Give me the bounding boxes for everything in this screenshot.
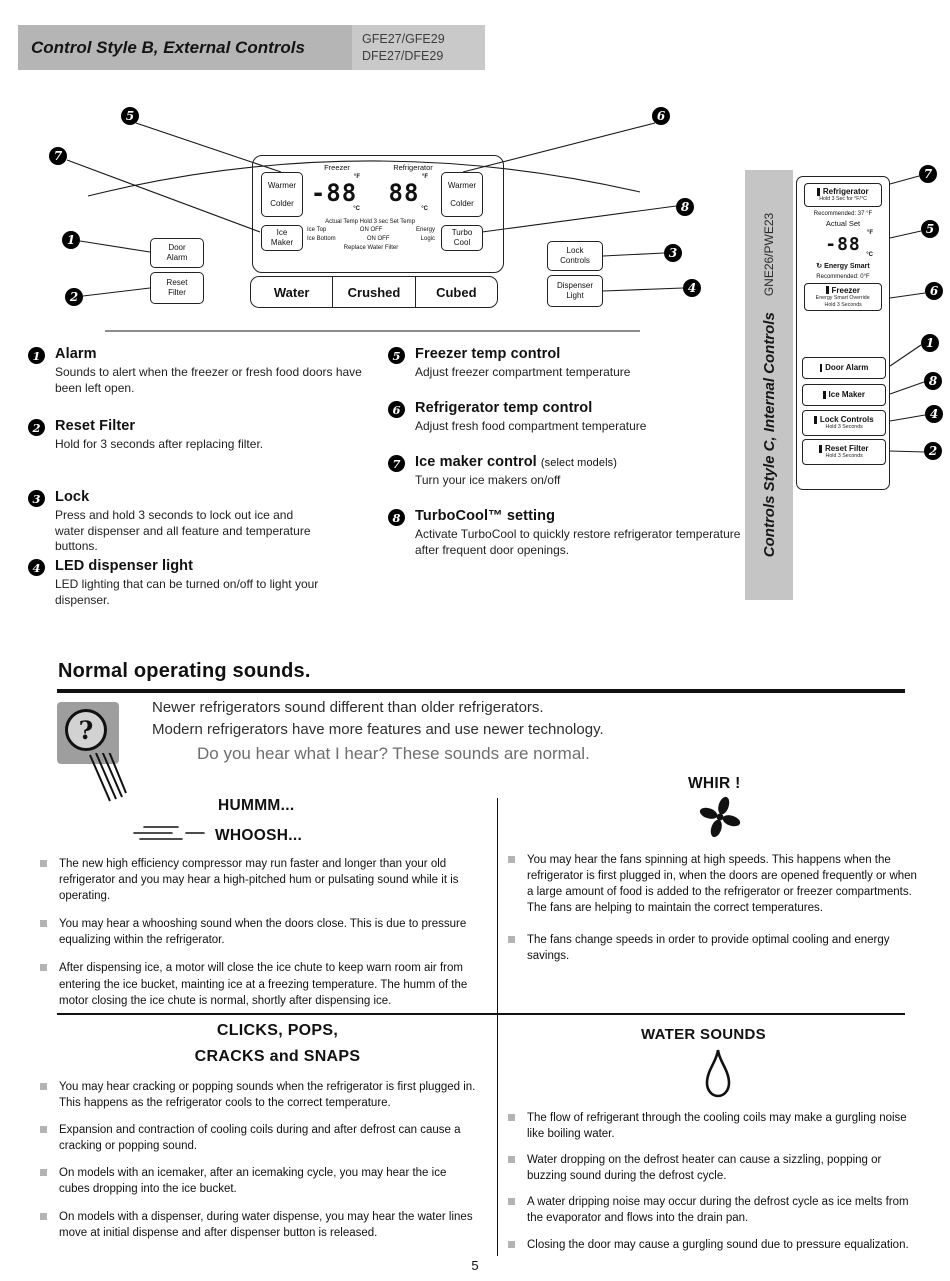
ice-maker-button: Ice Maker [261, 225, 303, 251]
sounds-intro-line-2: Modern refrigerators have more features and use newer technology. [152, 721, 604, 738]
actual-set-temp-label: Actual Temp Hold 3 sec Set Temp [325, 219, 415, 225]
feature-number: 4 [28, 559, 45, 576]
whoosh-title: WHOOSH... [215, 827, 303, 844]
internal-freezer-label: Freezer [831, 285, 860, 295]
sidebar-model: GNE26/PWE23 [762, 212, 776, 297]
bullet-square-icon [40, 964, 47, 971]
internal-reset-filter-label: Reset Filter [824, 443, 869, 453]
ice-bottom-label: Ice Bottom [307, 236, 336, 242]
bullet-text: Closing the door may cause a gurgling sound due to pressure equalization. [527, 1238, 909, 1251]
whir-bullet-list [508, 852, 920, 977]
clicks-bullet-list [40, 1079, 476, 1253]
internal-ice-maker-button [802, 384, 886, 406]
whir-title: WHIR ! [688, 775, 741, 792]
warmer-button: Warmer [267, 181, 297, 191]
crushed-button: Crushed [332, 277, 414, 307]
list-item [40, 856, 474, 904]
bullet-text: You may hear a whooshing sound when the doors close. This is due to pressure equalizing within the refrigerator. [59, 918, 467, 947]
bullet-text: The new high efficiency compressor may run faster and longer than your old refrigerator and you may hear a high-pitched hum or pulsating sound while it is operating. [59, 858, 459, 903]
bullet-square-icon [508, 1241, 515, 1248]
water-drop-icon [703, 1048, 733, 1102]
freezer-temp-display [307, 172, 361, 214]
refrigerator-section-label: Refrigerator [393, 163, 433, 172]
list-item [508, 1194, 922, 1226]
replace-water-filter-label: Replace Water Filter [343, 245, 399, 251]
button-indicator-icon [823, 391, 826, 399]
bullet-text: On models with an icemaker, after an icemaking cycle, you may hear the ice cubes dropping into the ice bucket. [59, 1167, 447, 1196]
feature-title-suffix: (select models) [540, 457, 617, 469]
sounds-intro-line-3: Do you hear what I hear? These sounds are normal. [197, 744, 590, 763]
warmer-button: Warmer [447, 181, 477, 191]
internal-refrigerator-sub: Hold 3 Sec for °F/°C [819, 196, 867, 202]
callout-3-lock: 3 [664, 244, 682, 262]
hold-3-seconds-label: Hold 3 Seconds [825, 424, 863, 430]
internal-temp-value: -88 [825, 233, 861, 255]
bullet-square-icon [40, 1169, 47, 1176]
deg-f-label: °F [353, 174, 360, 180]
bullet-square-icon [508, 1198, 515, 1205]
reset-filter-button: Reset Filter [150, 272, 204, 304]
bullet-square-icon [40, 920, 47, 927]
bullet-square-icon [40, 1083, 47, 1090]
recommended-37-label: Recommended: 37 °F [813, 211, 873, 217]
internal-reset-filter-button [802, 439, 886, 465]
clicks-title-line-1: CLICKS, POPS, [216, 1022, 339, 1039]
feature-body: Turn your ice makers on/off [415, 473, 561, 487]
energy-smart-row [801, 262, 885, 270]
bullet-text: The fans change speeds in order to provide optimal cooling and energy savings. [527, 934, 890, 963]
bullet-text: You may hear cracking or popping sounds when the refrigerator is first plugged in. This happens as the refrigerator cools to the correct temperature. [59, 1081, 476, 1110]
water-bullet-list [508, 1110, 922, 1265]
header-title: Control Style B, External Controls [31, 37, 305, 57]
list-item [508, 1152, 922, 1184]
clicks-title-line-2: CRACKS and SNAPS [194, 1048, 361, 1065]
bullet-text: Water dropping on the defrost heater can cause a sizzling, popping or buzzing sound during the defrost cycle. [527, 1154, 882, 1183]
callout-1-alarm: 1 [62, 231, 80, 249]
bullet-square-icon [508, 1156, 515, 1163]
internal-door-alarm-label: Door Alarm [825, 363, 869, 373]
deg-f-label: °F [866, 230, 873, 236]
door-alarm-button: Door Alarm [150, 238, 204, 268]
model-line-1: GFE27/GFE29 [362, 31, 445, 46]
list-item [40, 916, 474, 948]
feature-title: Ice maker control [415, 454, 537, 470]
internal-control-panel [796, 176, 890, 490]
button-indicator-icon [819, 445, 822, 453]
cubed-button: Cubed [415, 277, 497, 307]
ice-top-label: Ice Top [307, 227, 327, 233]
button-indicator-icon [820, 364, 823, 372]
callout-int-4: 4 [925, 405, 943, 423]
button-indicator-icon [814, 416, 817, 424]
external-control-panel [252, 155, 504, 273]
logic-label: Logic [420, 236, 435, 242]
turbo-cool-button: Turbo Cool [441, 225, 483, 251]
bullet-text: After dispensing ice, a motor will close the ice chute to keep warn room air from entering the ice bucket, mainting ice at a freezing temperature. The humm of the motor closing the ice chute is normal, shortly after dispensing ice. [59, 962, 468, 1007]
list-item [40, 1165, 476, 1197]
list-item [508, 1237, 922, 1253]
sounds-heading: Normal operating sounds. [58, 660, 311, 682]
deg-c-label: °C [866, 252, 873, 258]
feature-body: Adjust fresh food compartment temperature [415, 419, 647, 433]
motion-lines-icon [128, 822, 206, 846]
colder-button: Colder [450, 198, 474, 208]
bullet-square-icon [508, 936, 515, 943]
bullet-text: Expansion and contraction of cooling coils during and after defrost can cause a cracking or popping sound. [59, 1124, 461, 1153]
dispenser-buttons [250, 276, 498, 308]
on-off-label: ON OFF [366, 236, 390, 242]
internal-ice-maker-label: Ice Maker [828, 390, 865, 400]
magnifier-handle-icon [84, 753, 132, 805]
list-item [508, 932, 920, 964]
feature-number: 6 [388, 401, 405, 418]
section-rule [57, 1013, 905, 1015]
hold-3-seconds-label: Hold 3 Seconds [825, 453, 863, 459]
bullet-text: You may hear the fans spinning at high speeds. This happens when the refrigerator is first plugged in, when the doors are opened frequently or when a large amount of food is added to the refrigerator or freezer compartments. The fans are helping to maintain the correct temperatures. [527, 854, 917, 915]
freezer-temp-value: -88 [310, 179, 358, 207]
bullet-square-icon [40, 860, 47, 867]
callout-int-1: 1 [921, 334, 939, 352]
energy-smart-override-label: Energy Smart Override [815, 295, 870, 301]
column-divider [497, 798, 498, 1256]
list-item [508, 852, 920, 916]
feature-title: Alarm [55, 346, 97, 362]
actual-set-label: Actual Set [825, 219, 861, 228]
hold-3-seconds-label: Hold 3 Seconds [824, 302, 862, 308]
callout-int-5: 5 [921, 220, 939, 238]
callout-int-8: 8 [924, 372, 942, 390]
internal-controls-sidebar [745, 170, 793, 600]
energy-label: Energy [415, 227, 435, 233]
callout-2-reset-filter: 2 [65, 288, 83, 306]
recommended-0-label: Recommended: 0°F [816, 274, 870, 280]
lock-controls-button: Lock Controls [547, 241, 603, 271]
page-number: 5 [471, 1258, 479, 1273]
heading-rule [57, 689, 905, 693]
feature-number: 2 [28, 419, 45, 436]
list-item [40, 1209, 476, 1241]
feature-body: Sounds to alert when the freezer or fresh food doors have been left open. [55, 365, 362, 395]
feature-number: 1 [28, 347, 45, 364]
feature-body: Press and hold 3 seconds to lock out ice and water dispenser and all feature and temperature buttons. [55, 508, 311, 554]
internal-freezer-button [804, 283, 882, 311]
feature-body: Hold for 3 seconds after replacing filter. [55, 437, 264, 451]
energy-smart-icon: ↻ [816, 263, 823, 270]
bullet-text: A water dripping noise may occur during the defrost cycle as ice melts from the evaporator and flows into the drain pan. [527, 1196, 909, 1225]
feature-title: LED dispenser light [55, 558, 194, 574]
list-item [508, 1110, 922, 1142]
feature-number: 3 [28, 490, 45, 507]
colder-button: Colder [270, 198, 294, 208]
feature-number: 5 [388, 347, 405, 364]
model-line-2: DFE27/DFE29 [362, 48, 444, 63]
dispenser-light-button: Dispenser Light [547, 275, 603, 307]
bullet-text: On models with a dispenser, during water dispense, you may hear the water lines move at initial dispense and after dispenser button is released. [59, 1210, 473, 1239]
question-mark-glyph: ? [65, 709, 107, 751]
callout-int-2: 2 [924, 442, 942, 460]
sounds-intro-line-1: Newer refrigerators sound different than older refrigerators. [152, 699, 544, 716]
refrigerator-temp-display [379, 172, 429, 214]
bullet-square-icon [40, 1213, 47, 1220]
feature-title: Lock [55, 489, 90, 505]
internal-refrigerator-label: Refrigerator [822, 186, 869, 196]
list-item [40, 960, 474, 1008]
deg-f-label: °F [421, 174, 428, 180]
internal-lock-controls-label: Lock Controls [819, 414, 874, 424]
sidebar-title: Controls Style C, Internal Controls [760, 312, 778, 558]
feature-body: Activate TurboCool to quickly restore refrigerator temperature after frequent door openings. [415, 527, 741, 557]
refrigerator-temp-value: 88 [388, 179, 420, 207]
fan-icon [698, 795, 742, 839]
feature-title: TurboCool™ setting [415, 508, 556, 524]
button-indicator-icon [826, 286, 829, 294]
feature-number: 7 [388, 455, 405, 472]
feature-body: Adjust freezer compartment temperature [415, 365, 631, 379]
feature-body: LED lighting that can be turned on/off to light your dispenser. [55, 577, 319, 607]
panel-status-legend [307, 226, 435, 253]
refrigerator-warmer-colder-buttons [441, 172, 483, 217]
button-indicator-icon [817, 188, 820, 196]
feature-title: Refrigerator temp control [415, 400, 593, 416]
bullet-square-icon [40, 1126, 47, 1133]
callout-8-turbo-cool: 8 [676, 198, 694, 216]
on-off-label: ON OFF [359, 227, 383, 233]
clicks-title [60, 1022, 495, 1066]
callout-4-dispenser-light: 4 [683, 279, 701, 297]
bullet-text: The flow of refrigerant through the cooling coils may make a gurgling noise like boiling water. [527, 1112, 907, 1141]
water-button: Water [273, 284, 310, 300]
bullet-square-icon [508, 1114, 515, 1121]
internal-temp-display [811, 229, 875, 259]
list-item [40, 1079, 476, 1111]
energy-smart-label: Energy Smart [824, 262, 870, 270]
bullet-square-icon [508, 856, 515, 863]
internal-door-alarm-button [802, 357, 886, 379]
feature-number: 8 [388, 509, 405, 526]
callout-6-fridge-temp: 6 [652, 107, 670, 125]
hum-bullet-list [40, 856, 474, 1021]
internal-lock-controls-button [802, 410, 886, 436]
callout-5-freezer-temp: 5 [121, 107, 139, 125]
water-sounds-title: WATER SOUNDS [641, 1026, 766, 1043]
deg-c-label: °C [353, 206, 360, 212]
list-item [40, 1122, 476, 1154]
deg-c-label: °C [421, 206, 428, 212]
internal-refrigerator-button [804, 183, 882, 207]
freezer-section-label: Freezer [324, 163, 350, 172]
callout-int-7: 7 [919, 165, 937, 183]
feature-title: Freezer temp control [415, 346, 561, 362]
hum-title: HUMMM... [218, 797, 295, 814]
feature-title: Reset Filter [55, 418, 136, 434]
callout-int-6: 6 [925, 282, 943, 300]
freezer-warmer-colder-buttons [261, 172, 303, 217]
callout-7-ice-maker: 7 [49, 147, 67, 165]
